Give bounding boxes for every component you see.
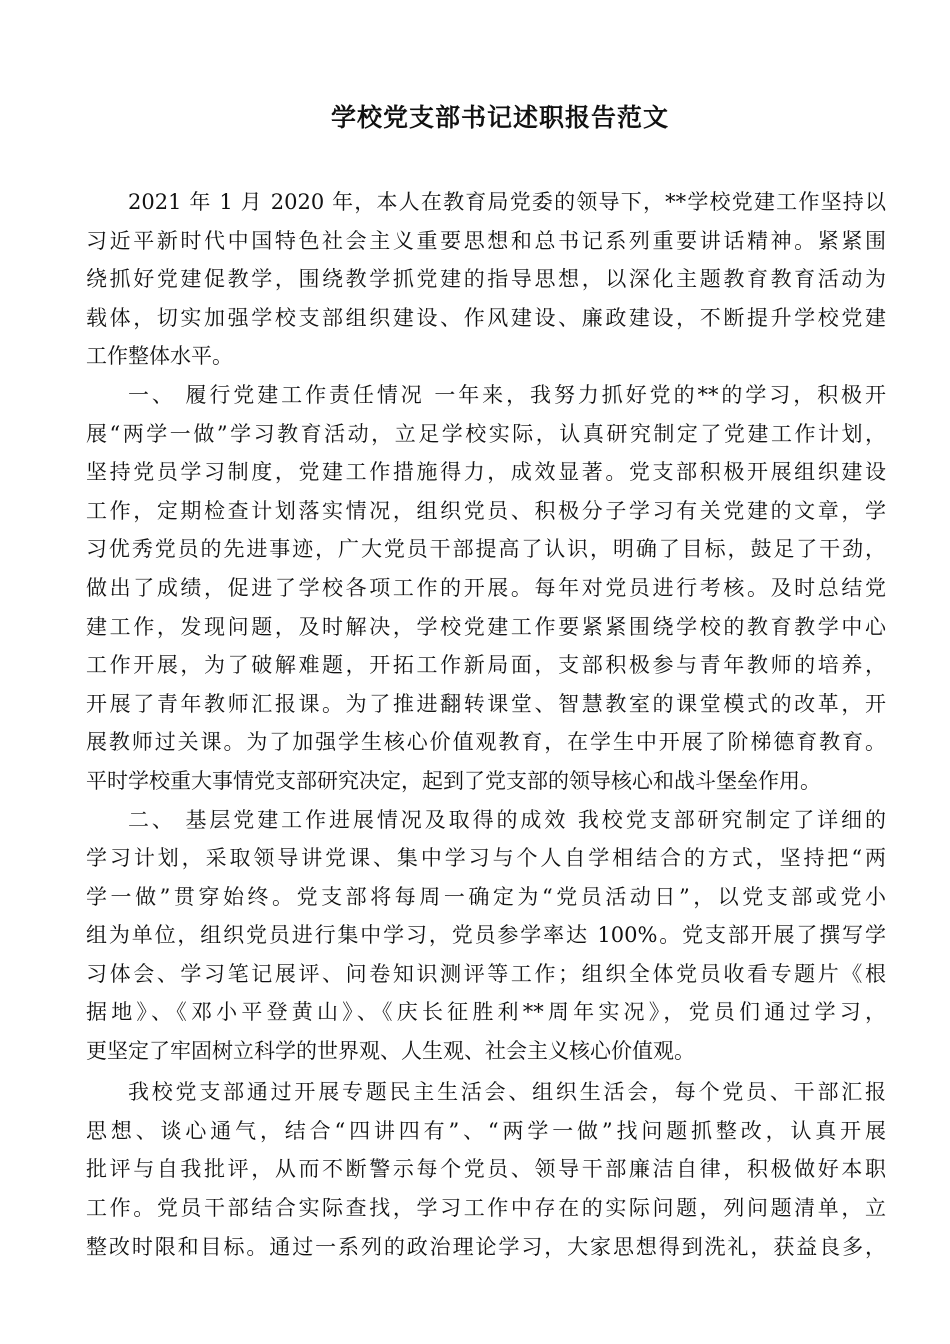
text-line: 更坚定了牢固树立科学的世界观、人生观、社会主义核心价值观。 bbox=[86, 1039, 695, 1064]
text-line: 批评与自我批评，从而不断警示每个党员、领导干部廉洁自律，积极做好本职 bbox=[86, 1157, 886, 1182]
text-line: 习近平新时代中国特色社会主义重要思想和总书记系列重要讲话精神。紧紧围 bbox=[86, 228, 886, 253]
text-line: 工作，定期检查计划落实情况，组织党员、积极分子学习有关党建的文章，学 bbox=[86, 498, 886, 523]
text-line: 2021 年 1 月 2020 年，本人在教育局党委的领导下，**学校党建工作坚持以 bbox=[128, 190, 886, 214]
text-line: 建工作，发现问题，及时解决，学校党建工作要紧紧围绕学校的教育教学中心 bbox=[86, 614, 886, 639]
text-line: 习体会、学习笔记展评、问卷知识测评等工作；组织全体党员收看专题片《根 bbox=[86, 961, 886, 986]
text-line: 我校党支部通过开展专题民主生活会、组织生活会，每个党员、干部汇报 bbox=[128, 1080, 886, 1105]
text-line: 整改时限和目标。通过一系列的政治理论学习，大家思想得到洗礼，获益良多， bbox=[86, 1234, 886, 1259]
text-line: 组为单位，组织党员进行集中学习，党员参学率达 100%。党支部开展了撰写学 bbox=[86, 923, 886, 948]
document-title: 学校党支部书记述职报告范文 bbox=[330, 103, 669, 132]
paragraph-section-two bbox=[86, 801, 886, 1071]
text-line: 开展了青年教师汇报课。为了推进翻转课堂、智慧教室的课堂模式的改革，开 bbox=[86, 691, 886, 716]
text-line: 绕抓好党建促教学，围绕教学抓党建的指导思想，以深化主题教育教育活动为 bbox=[86, 267, 886, 292]
text-line: 平时学校重大事情党支部研究决定，起到了党支部的领导核心和战斗堡垒作用。 bbox=[86, 768, 821, 793]
text-line: 思想、谈心通气，结合“四讲四有”、“两学一做”找问题抓整改，认真开展 bbox=[86, 1118, 886, 1143]
text-line: 做出了成绩，促进了学校各项工作的开展。每年对党员进行考核。及时总结党 bbox=[86, 575, 886, 600]
text-line: 工作开展，为了破解难题，开拓工作新局面，支部积极参与青年教师的培养， bbox=[86, 653, 886, 678]
text-line: 习优秀党员的先进事迹，广大党员干部提高了认识，明确了目标，鼓足了干劲， bbox=[86, 537, 886, 562]
text-line: 展教师过关课。为了加强学生核心价值观教育，在学生中开展了阶梯德育教育。 bbox=[86, 730, 886, 755]
text-line: 据地》、《邓小平登黄山》、《庆长征胜利**周年实况》，党员们通过学习， bbox=[86, 1000, 886, 1025]
text-line: 学一做”贯穿始终。党支部将每周一确定为“党员活动日”，以党支部或党小 bbox=[86, 884, 886, 909]
text-line: 展“两学一做”学习教育活动，立足学校实际，认真研究制定了党建工作计划， bbox=[86, 421, 886, 446]
text-line: 二、 基层党建工作进展情况及取得的成效 我校党支部研究制定了详细的 bbox=[128, 807, 886, 832]
text-line: 工作整体水平。 bbox=[86, 344, 233, 369]
document-body bbox=[86, 183, 886, 1266]
text-line: 学习计划，采取领导讲党课、集中学习与个人自学相结合的方式，坚持把“两 bbox=[86, 846, 886, 871]
text-line: 工作。党员干部结合实际查找，学习工作中存在的实际问题，列问题清单，立 bbox=[86, 1195, 886, 1220]
paragraph-self-criticism bbox=[86, 1073, 886, 1266]
text-line: 载体，切实加强学校支部组织建设、作风建设、廉政建设，不断提升学校党建 bbox=[86, 305, 886, 330]
text-line: 一、 履行党建工作责任情况 一年来，我努力抓好党的**的学习，积极开 bbox=[128, 382, 886, 407]
text-line: 坚持党员学习制度，党建工作措施得力，成效显著。党支部积极开展组织建设 bbox=[86, 460, 886, 485]
paragraph-section-one bbox=[86, 376, 886, 801]
paragraph-intro bbox=[86, 183, 886, 376]
